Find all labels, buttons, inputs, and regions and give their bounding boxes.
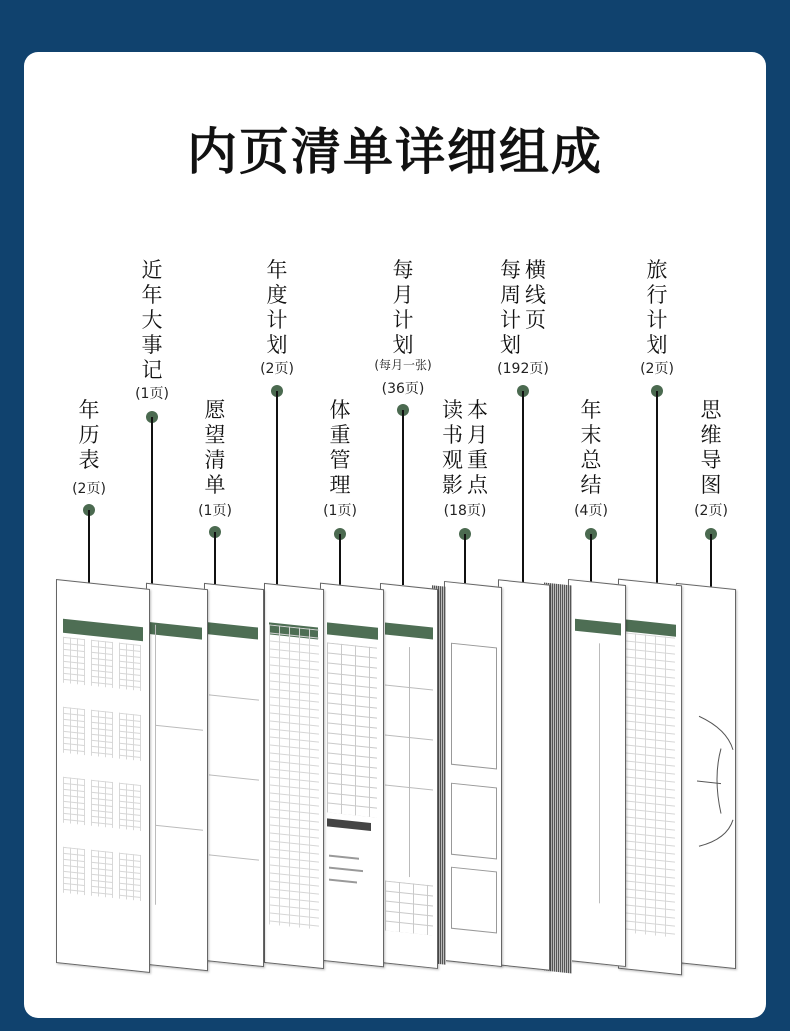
label-col: 横 线 页 (525, 258, 546, 332)
label-monthly-plan (393, 258, 414, 358)
page-grid (625, 632, 675, 937)
page-text-line (329, 879, 357, 884)
label-weekly-plan-lined (500, 258, 546, 358)
page-recent-years-events (146, 583, 208, 972)
connector-line (151, 417, 153, 592)
calendar-month-block (91, 850, 113, 898)
page-rule (155, 825, 203, 831)
label-col: 愿 望 清 单 (204, 398, 226, 497)
count-mind-map: (2页) (694, 503, 728, 519)
page-box (451, 783, 497, 860)
calendar-month-block (63, 707, 85, 755)
label-col: 年 历 表 (78, 398, 100, 472)
connector-line (656, 391, 658, 596)
page-box (451, 643, 497, 770)
count-monthly-plan: (36页) (381, 381, 425, 397)
label-wish-list (205, 398, 226, 498)
mind-map-sketch (677, 584, 735, 968)
page-mind-map (676, 583, 736, 969)
count-year-end-summary: (4页) (574, 503, 608, 519)
page-monthly-focus-reading (444, 581, 502, 967)
count-monthly-focus-reading: (18页) (443, 503, 487, 519)
calendar-month-block (91, 780, 113, 828)
calendar-month-block (63, 637, 85, 685)
label-col: 思 维 导 图 (700, 398, 722, 497)
page-grid (327, 642, 377, 817)
label-col: 近 年 大 事 记 (141, 258, 163, 382)
page-rule (409, 647, 410, 877)
connector-line (276, 391, 278, 591)
page-rule (209, 694, 259, 700)
page-title: 内页清单详细组成 (187, 123, 603, 181)
label-annual-calendar (79, 398, 100, 473)
connector-line (402, 410, 404, 585)
page-grid (385, 880, 433, 935)
page-annual-calendar (56, 579, 150, 973)
page-text-line (329, 867, 363, 873)
page-dark-bar (327, 818, 371, 831)
label-col: 读 书 观 影 (442, 398, 463, 497)
label-monthly-focus-reading (442, 398, 488, 498)
page-weight-management (320, 583, 384, 968)
label-travel-plan (647, 258, 668, 358)
calendar-month-block (119, 783, 141, 831)
page-header-bar (207, 622, 258, 639)
calendar-month-block (91, 710, 113, 758)
count-weight-management: (1页) (323, 503, 357, 519)
count-wish-list: (1页) (198, 503, 232, 519)
label-recent-years-events (142, 258, 163, 383)
label-year-end-summary (581, 398, 602, 498)
calendar-month-block (119, 853, 141, 901)
count-annual-calendar: (2页) (72, 481, 106, 497)
label-col: 年 度 计 划 (266, 258, 288, 357)
page-wish-list (204, 583, 264, 967)
calendar-month-block (91, 640, 113, 688)
page-box (451, 867, 497, 934)
connector-line (522, 391, 524, 591)
count-weekly-plan-lined: (192页) (497, 361, 549, 377)
label-col: 旅 行 计 划 (646, 258, 668, 357)
calendar-month-block (63, 847, 85, 895)
label-col: 本 月 重 点 (467, 398, 488, 497)
calendar-month-block (119, 643, 141, 691)
page-header-bar (327, 622, 378, 639)
label-weight-management (330, 398, 351, 498)
page-rule (155, 725, 203, 731)
page-header-bar (149, 622, 202, 640)
count-annual-plan: (2页) (260, 361, 294, 377)
page-annual-plan (264, 583, 324, 969)
calendar-month-block (63, 777, 85, 825)
label-mind-map (701, 398, 722, 498)
label-col: 体 重 管 理 (329, 398, 351, 497)
page-rule (209, 774, 259, 780)
page-header-bar (575, 619, 621, 636)
page-travel-plan (618, 579, 682, 976)
calendar-month-block (119, 713, 141, 761)
page-year-end-summary (568, 579, 626, 967)
note-monthly-plan: (每月一张) (374, 358, 432, 372)
page-monthly-plan (380, 583, 438, 969)
page-rule (599, 643, 600, 903)
page-weekly-plan (498, 579, 550, 970)
label-col: 年 末 总 结 (580, 398, 602, 497)
page-grid (269, 624, 319, 929)
connector-line (339, 534, 341, 589)
page-rule (209, 854, 259, 860)
label-col: 每 月 计 划 (392, 258, 414, 357)
content-card (24, 52, 766, 1018)
count-recent-years-events: (1页) (135, 386, 169, 402)
label-annual-plan (267, 258, 288, 358)
page-header-bar (385, 622, 433, 639)
connector-line (710, 534, 712, 594)
page-text-line (329, 855, 359, 860)
label-col: 每 周 计 划 (500, 258, 521, 357)
count-travel-plan: (2页) (640, 361, 674, 377)
page-rule (155, 625, 156, 905)
